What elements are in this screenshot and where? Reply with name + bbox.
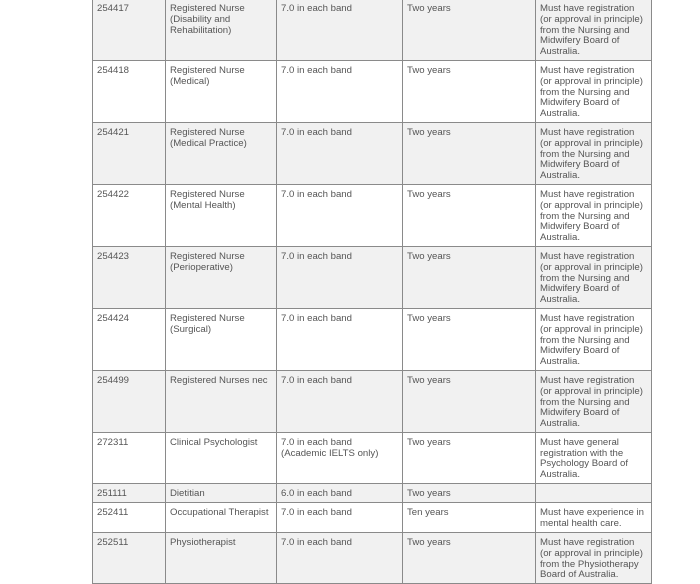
english-requirement-cell: 7.0 in each band xyxy=(277,370,403,432)
english-requirement-cell: 7.0 in each band xyxy=(277,503,403,533)
occupation-code-cell: 254418 xyxy=(93,60,166,122)
table-row xyxy=(93,246,652,308)
notes-cell: Must have registration (or approval in principle) from the Nursing and Midwifery Board of Australia. xyxy=(536,122,652,184)
notes-cell: Must have registration (or approval in principle) from the Nursing and Midwifery Board of Australia. xyxy=(536,370,652,432)
english-requirement-cell: 7.0 in each band xyxy=(277,246,403,308)
table-row xyxy=(93,308,652,370)
occupation-name-cell: Registered Nurse (Surgical) xyxy=(166,308,277,370)
experience-cell: Two years xyxy=(403,533,536,584)
experience-cell: Two years xyxy=(403,308,536,370)
notes-cell xyxy=(536,484,652,503)
occupation-code-cell: 252511 xyxy=(93,533,166,584)
occupation-code-cell: 254421 xyxy=(93,122,166,184)
occupation-code-cell: 252411 xyxy=(93,503,166,533)
experience-cell: Two years xyxy=(403,184,536,246)
table-row xyxy=(93,503,652,533)
notes-cell: Must have registration (or approval in principle) from the Nursing and Midwifery Board of Australia. xyxy=(536,184,652,246)
notes-cell: Must have registration (or approval in principle) from the Nursing and Midwifery Board of Australia. xyxy=(536,246,652,308)
notes-cell: Must have registration (or approval in principle) from the Nursing and Midwifery Board of Australia. xyxy=(536,0,652,60)
occupation-code-cell: 254422 xyxy=(93,184,166,246)
table-row xyxy=(93,533,652,584)
occupation-name-cell: Occupational Therapist xyxy=(166,503,277,533)
english-requirement-cell: 6.0 in each band xyxy=(277,484,403,503)
occupation-name-cell: Registered Nurse (Perioperative) xyxy=(166,246,277,308)
occupation-name-cell: Registered Nurse (Medical) xyxy=(166,60,277,122)
table-row xyxy=(93,0,652,60)
experience-cell: Two years xyxy=(403,432,536,483)
experience-cell: Two years xyxy=(403,122,536,184)
experience-cell: Ten years xyxy=(403,503,536,533)
occupation-code-cell: 251111 xyxy=(93,484,166,503)
table-row xyxy=(93,484,652,503)
experience-cell: Two years xyxy=(403,246,536,308)
occupation-requirements-table xyxy=(92,0,652,584)
experience-cell: Two years xyxy=(403,484,536,503)
table-row xyxy=(93,432,652,483)
notes-cell: Must have experience in mental health care. xyxy=(536,503,652,533)
english-requirement-cell: 7.0 in each band (Academic IELTS only) xyxy=(277,432,403,483)
occupation-table-container xyxy=(92,0,651,584)
notes-cell: Must have registration (or approval in principle) from the Physiotherapy Board of Australia. xyxy=(536,533,652,584)
experience-cell: Two years xyxy=(403,60,536,122)
table-row xyxy=(93,370,652,432)
occupation-name-cell: Clinical Psychologist xyxy=(166,432,277,483)
notes-cell: Must have registration (or approval in principle) from the Nursing and Midwifery Board of Australia. xyxy=(536,60,652,122)
occupation-name-cell: Physiotherapist xyxy=(166,533,277,584)
occupation-name-cell: Registered Nurses nec xyxy=(166,370,277,432)
notes-cell: Must have general registration with the Psychology Board of Australia. xyxy=(536,432,652,483)
notes-cell: Must have registration (or approval in principle) from the Nursing and Midwifery Board of Australia. xyxy=(536,308,652,370)
occupation-name-cell: Registered Nurse (Medical Practice) xyxy=(166,122,277,184)
occupation-code-cell: 254424 xyxy=(93,308,166,370)
english-requirement-cell: 7.0 in each band xyxy=(277,0,403,60)
occupation-code-cell: 272311 xyxy=(93,432,166,483)
table-row xyxy=(93,122,652,184)
occupation-code-cell: 254499 xyxy=(93,370,166,432)
table-row xyxy=(93,60,652,122)
experience-cell: Two years xyxy=(403,0,536,60)
occupation-name-cell: Registered Nurse (Disability and Rehabilitation) xyxy=(166,0,277,60)
english-requirement-cell: 7.0 in each band xyxy=(277,308,403,370)
occupation-name-cell: Registered Nurse (Mental Health) xyxy=(166,184,277,246)
english-requirement-cell: 7.0 in each band xyxy=(277,184,403,246)
occupation-code-cell: 254417 xyxy=(93,0,166,60)
english-requirement-cell: 7.0 in each band xyxy=(277,122,403,184)
table-row xyxy=(93,184,652,246)
occupation-name-cell: Dietitian xyxy=(166,484,277,503)
english-requirement-cell: 7.0 in each band xyxy=(277,533,403,584)
english-requirement-cell: 7.0 in each band xyxy=(277,60,403,122)
experience-cell: Two years xyxy=(403,370,536,432)
occupation-code-cell: 254423 xyxy=(93,246,166,308)
